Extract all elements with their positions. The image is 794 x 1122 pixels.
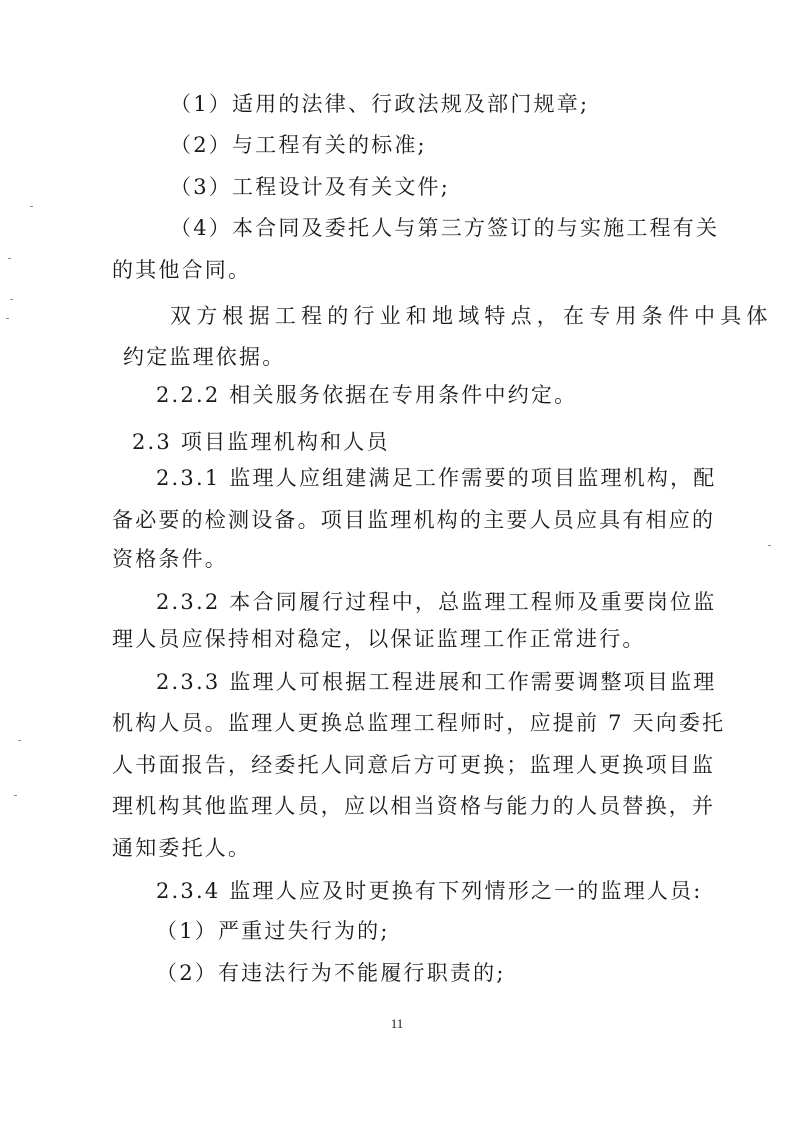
text-line: 约定监理依据。 — [123, 345, 286, 369]
page-number: 11 — [390, 1016, 404, 1031]
text-line: 通知委托人。 — [112, 836, 252, 860]
text-line: 2.3.3 监理人可根据工程进展和工作需要调整项目监理 — [156, 670, 717, 694]
text-line: 资格条件。 — [112, 547, 228, 571]
text-line: 2.2.2 相关服务依据在专用条件中约定。 — [156, 383, 578, 407]
text-line: 2.3.1 监理人应组建满足工作需要的项目监理机构，配 — [156, 466, 717, 490]
text-line: 的其他合同。 — [112, 258, 252, 282]
text-line: （4）本合同及委托人与第三方签订的与实施工程有关 — [170, 216, 720, 240]
text-line: （3）工程设计及有关文件; — [170, 175, 451, 199]
text-line: 理机构其他监理人员，应以相当资格与能力的人员替换，并 — [112, 794, 716, 818]
text-line: 2.3.4 监理人应及时更换有下列情形之一的监理人员: — [156, 879, 703, 903]
text-line: 2.3.2 本合同履行过程中，总监理工程师及重要岗位监 — [156, 590, 717, 614]
text-line: （1）适用的法律、行政法规及部门规章; — [170, 92, 590, 116]
text-line: 机构人员。监理人更换总监理工程师时，应提前 7 天向委托 — [112, 711, 726, 735]
text-line: 备必要的检测设备。项目监理机构的主要人员应具有相应的 — [112, 508, 716, 532]
text-line: （2）有违法行为不能履行职责的; — [156, 961, 506, 985]
text-line: 理人员应保持相对稳定，以保证监理工作正常进行。 — [112, 627, 646, 651]
text-line: 人书面报告，经委托人同意后方可更换；监理人更换项目监 — [112, 753, 716, 777]
section-heading: 2.3 项目监理机构和人员 — [132, 430, 390, 454]
text-line: （2）与工程有关的标准; — [170, 133, 427, 157]
text-line: 双方根据工程的行业和地域特点，在专用条件中具体 — [170, 304, 773, 328]
text-line: （1）严重过失行为的; — [156, 919, 390, 943]
